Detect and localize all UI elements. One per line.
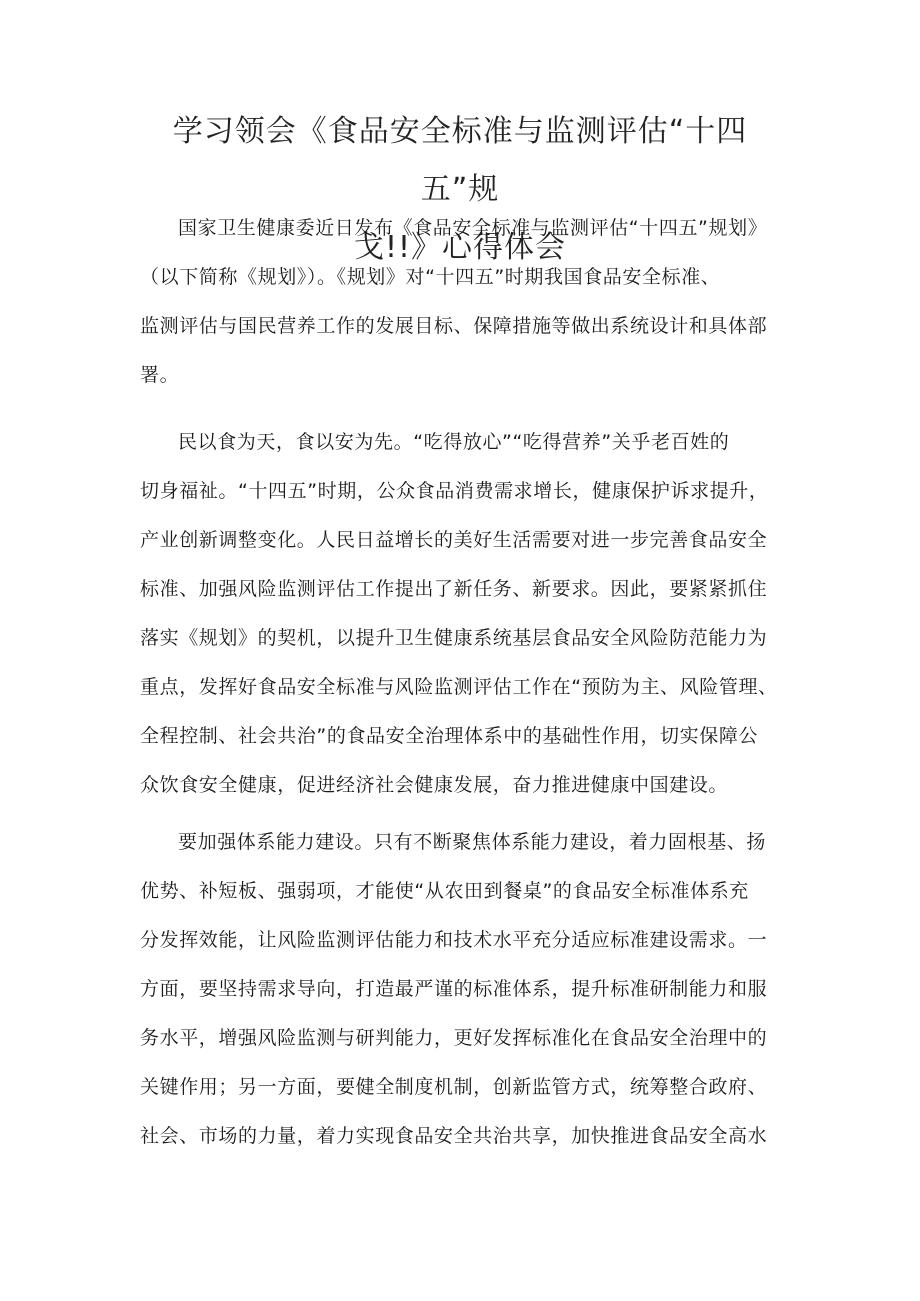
paragraph-line: 国家卫生健康委近日发布《食品安全标准与监测评估“十四五”规划》 (178, 217, 768, 239)
paragraph-line: 众饮食安全健康，促进经济社会健康发展，奋力推进健康中国建设。 (140, 774, 729, 796)
paragraph-line: 标准、加强风险监测评估工作提出了新任务、新要求。因此，要紧紧抓住 (140, 578, 768, 600)
title-line-2: 戈!!》心得体会 (353, 230, 567, 265)
paragraph-line: 关键作用；另一方面，要健全制度机制，创新监管方式，统筹整合政府、 (140, 1076, 768, 1098)
paragraph-line: 重点，发挥好食品安全标准与风险监测评估工作在“预防为主、风险管理、 (140, 676, 778, 698)
paragraph-1 (140, 204, 788, 400)
paragraph-line: 落实《规划》的契机，以提升卫生健康系统基层食品安全风险防范能力为 (140, 627, 768, 649)
paragraph-line: 切身福祉。“十四五”时期，公众食品消费需求增长，健康保护诉求提升， (140, 480, 769, 502)
paragraph-line: 产业创新调整变化。人民日益增长的美好生活需要对进一步完善食品安全 (140, 529, 768, 551)
paragraph-line: 监测评估与国民营养工作的发展目标、保障措施等做出系统设计和具体部 (140, 315, 768, 337)
paragraph-2 (140, 418, 788, 810)
title-line-1: 学习领会《食品安全标准与监测评估“十四五”规 (172, 114, 748, 207)
paragraph-line: 全程控制、社会共治”的食品安全治理体系中的基础性作用，切实保障公 (140, 725, 759, 747)
paragraph-line: 优势、补短板、强弱项，才能使“从农田到餐桌”的食品安全标准体系充 (140, 880, 749, 902)
paragraph-line: 民以食为天，食以安为先。“吃得放心”“吃得营养”关乎老百姓的 (178, 431, 730, 453)
paragraph-line: 社会、市场的力量，着力实现食品安全共治共享，加快推进食品安全高水 (140, 1125, 768, 1147)
paragraph-line: 要加强体系能力建设。只有不断聚焦体系能力建设，着力固根基、扬 (178, 831, 767, 853)
paragraph-3 (140, 818, 788, 1161)
paragraph-line: 分发挥效能，让风险监测评估能力和技术水平充分适应标准建设需求。一 (140, 929, 768, 951)
paragraph-line: 署。 (140, 364, 180, 386)
paragraph-line: 方面，要坚持需求导向，打造最严谨的标准体系，提升标准研制能力和服 (140, 978, 768, 1000)
paragraph-line: 务水平，增强风险监测与研判能力，更好发挥标准化在食品安全治理中的 (140, 1027, 768, 1049)
paragraph-line: （以下简称《规划》）。《规划》对“十四五”时期我国食品安全标准、 (140, 266, 721, 288)
